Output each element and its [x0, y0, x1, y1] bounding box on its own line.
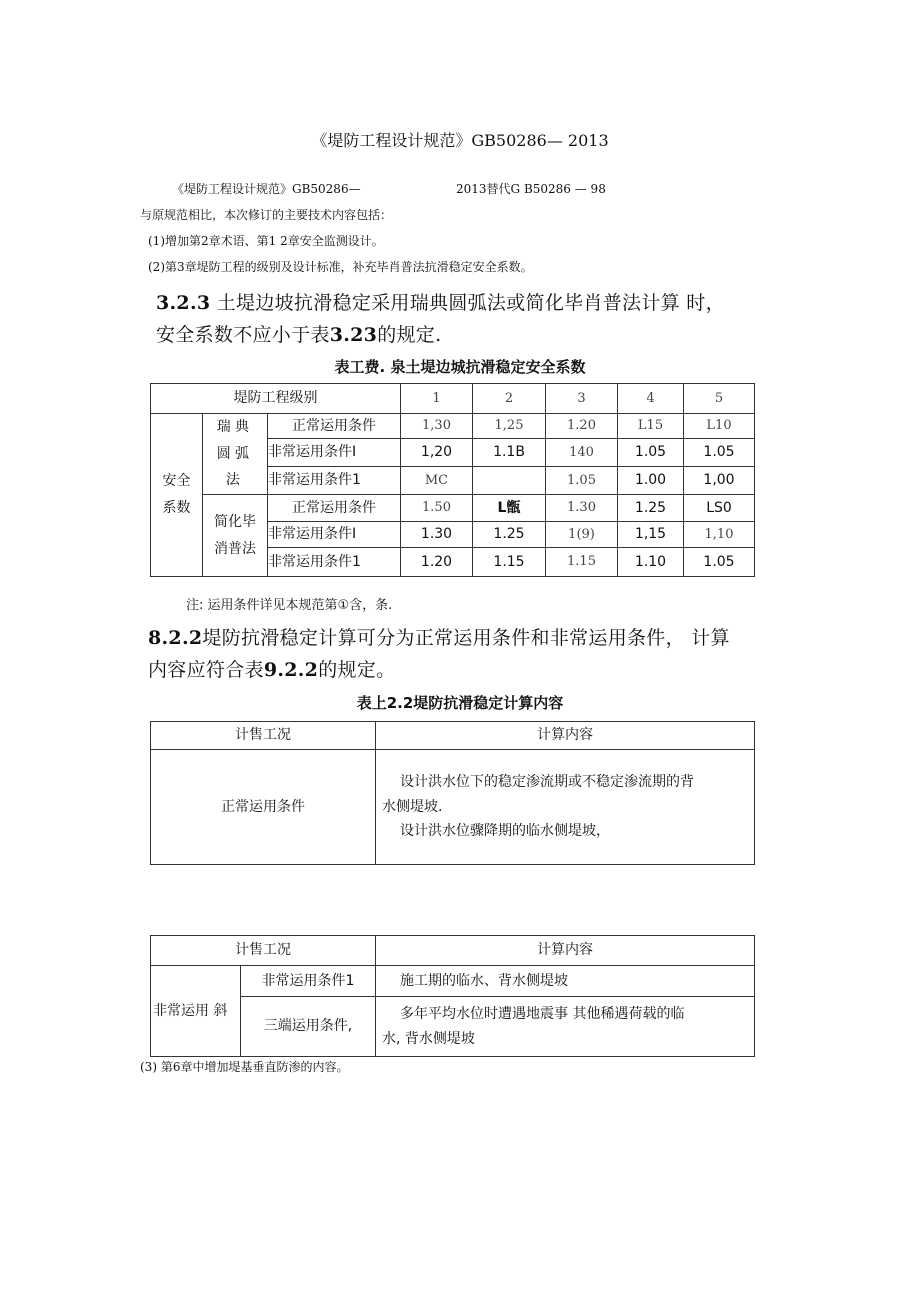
factor-cell: 1.20	[401, 548, 473, 577]
stability-calc-table-normal	[150, 721, 755, 865]
factor-cell: 1.10	[618, 548, 684, 577]
subtitle-right: 2013替代G B50286 — 98	[456, 182, 606, 196]
condition-normal: 正常运用条件	[268, 495, 401, 522]
content-line: 设计洪水位下的稳定渗流期或不稳定渗流期的背	[400, 774, 694, 791]
col-condition-header: 计售工况	[151, 936, 376, 966]
table-ref: 9.2.2	[263, 659, 319, 681]
safety-factor-label: 安全系数	[151, 414, 203, 577]
factor-cell: 1.15	[546, 548, 618, 577]
revision-item-1: (1)增加第2章术语、第1 2章安全监测设计。	[148, 234, 384, 248]
table2-caption: 表上2.2堤防抗滑稳定计算内容	[356, 694, 564, 712]
factor-cell: 1.30	[546, 495, 618, 522]
factor-cell: 1.25	[618, 495, 684, 522]
factor-cell: 1.30	[401, 522, 473, 548]
factor-cell: 1,20	[401, 439, 473, 467]
method-swedish-arc: 瑞典圆弧法	[203, 414, 268, 495]
factor-cell: 1.20	[546, 414, 618, 439]
condition-abnormal-1: 非常运用条件I	[268, 522, 401, 548]
condition-abnormal-2: 非常运用条件1	[268, 548, 401, 577]
abnormal-condition-1: 非常运用条件1	[241, 966, 376, 997]
clause-text: 安全系数不应小于表	[156, 324, 330, 346]
safety-factor-table	[150, 383, 755, 577]
revision-item-3: (3) 第6章中增加堤基垂直防渗的内容。	[140, 1060, 349, 1074]
factor-cell: L10	[684, 414, 755, 439]
factor-cell: 1.25	[473, 522, 546, 548]
factor-cell: 1,25	[473, 414, 546, 439]
clause-number: 3.2.3	[156, 292, 211, 314]
factor-cell: MC	[401, 467, 473, 495]
factor-cell: 1.05	[546, 467, 618, 495]
abnormal-condition-2-content	[376, 997, 755, 1057]
factor-cell: 1(9)	[546, 522, 618, 548]
factor-cell: 1.00	[618, 467, 684, 495]
clause-text: 的规定。	[318, 659, 396, 681]
factor-cell: 1.05	[684, 548, 755, 577]
factor-cell: LS0	[684, 495, 755, 522]
abnormal-condition-2: 三端运用条件,	[241, 997, 376, 1057]
content-line: 设计洪水位骤降期的临水侧堤坡，	[400, 823, 610, 840]
clause-text: 的规定.	[377, 324, 442, 346]
subtitle-left: 《堤防工程设计规范》GB50286—	[172, 182, 361, 196]
level-header: 5	[684, 384, 755, 414]
table1-note: 注: 运用条件详见本规范第①含，条.	[186, 598, 393, 613]
level-header: 1	[401, 384, 473, 414]
content-line: 多年平均水位时遭遇地震事 其他稀遇荷载的临	[400, 1006, 685, 1022]
factor-cell: 1.05	[684, 439, 755, 467]
col-content-header: 计算内容	[376, 936, 755, 966]
header-level-label: 堤防工程级别	[151, 384, 401, 414]
condition-normal: 正常运用条件	[268, 414, 401, 439]
abnormal-condition-1-content: 施工期的临水、背水侧堤坡	[376, 966, 755, 997]
normal-condition-label: 正常运用条件	[151, 750, 376, 865]
condition-abnormal-1: 非常运用条件I	[268, 439, 401, 467]
clause-text: 土堤边坡抗滑稳定采用瑞典圆弧法或简化毕肖普法计算 时，	[210, 292, 725, 314]
col-condition-header: 计售工况	[151, 722, 376, 750]
intro-text: 与原规范相比，本次修订的主要技术内容包括：	[140, 208, 393, 222]
method-bishop: 简化毕消普法	[203, 495, 268, 577]
abnormal-group-label: 非常运用 斜	[151, 966, 241, 1057]
condition-abnormal-2: 非常运用条件1	[268, 467, 401, 495]
factor-cell: 1.15	[473, 548, 546, 577]
revision-item-2: (2)第3章堤防工程的级别及设计标准，补充毕肖普法抗滑稳定安全系数。	[148, 260, 533, 274]
clause-number: 8.2.2	[148, 627, 203, 649]
normal-condition-content	[376, 750, 755, 865]
factor-cell: 1.05	[618, 439, 684, 467]
factor-cell: L15	[618, 414, 684, 439]
clause-text: 内容应符合表	[148, 659, 264, 681]
factor-cell: L甑	[473, 495, 546, 522]
table-ref: 3.23	[329, 324, 378, 346]
factor-cell	[473, 467, 546, 495]
stability-calc-table-abnormal	[150, 935, 755, 1057]
factor-cell: 1,10	[684, 522, 755, 548]
clause-8-2-2-line1	[148, 623, 730, 650]
clause-3-2-3-line2	[156, 320, 441, 347]
factor-cell: 1.1B	[473, 439, 546, 467]
factor-cell: 140	[546, 439, 618, 467]
table1-caption: 表工费. 泉土堤边城抗滑稳定安全系数	[334, 358, 586, 376]
content-line: 水侧堤坡.	[382, 798, 443, 815]
clause-8-2-2-line2	[148, 655, 395, 682]
document-title: 《堤防工程设计规范》GB50286— 2013	[311, 131, 609, 150]
clause-text: 堤防抗滑稳定计算可分为正常运用条件和非常运用条件， 计算	[202, 627, 730, 649]
factor-cell: 1,00	[684, 467, 755, 495]
content-line: 水, 背水侧堤坡	[382, 1030, 475, 1047]
factor-cell: 1,15	[618, 522, 684, 548]
level-header: 3	[546, 384, 618, 414]
level-header: 2	[473, 384, 546, 414]
factor-cell: 1,30	[401, 414, 473, 439]
level-header: 4	[618, 384, 684, 414]
col-content-header: 计算内容	[376, 722, 755, 750]
clause-3-2-3-line1	[156, 288, 725, 315]
factor-cell: 1.50	[401, 495, 473, 522]
